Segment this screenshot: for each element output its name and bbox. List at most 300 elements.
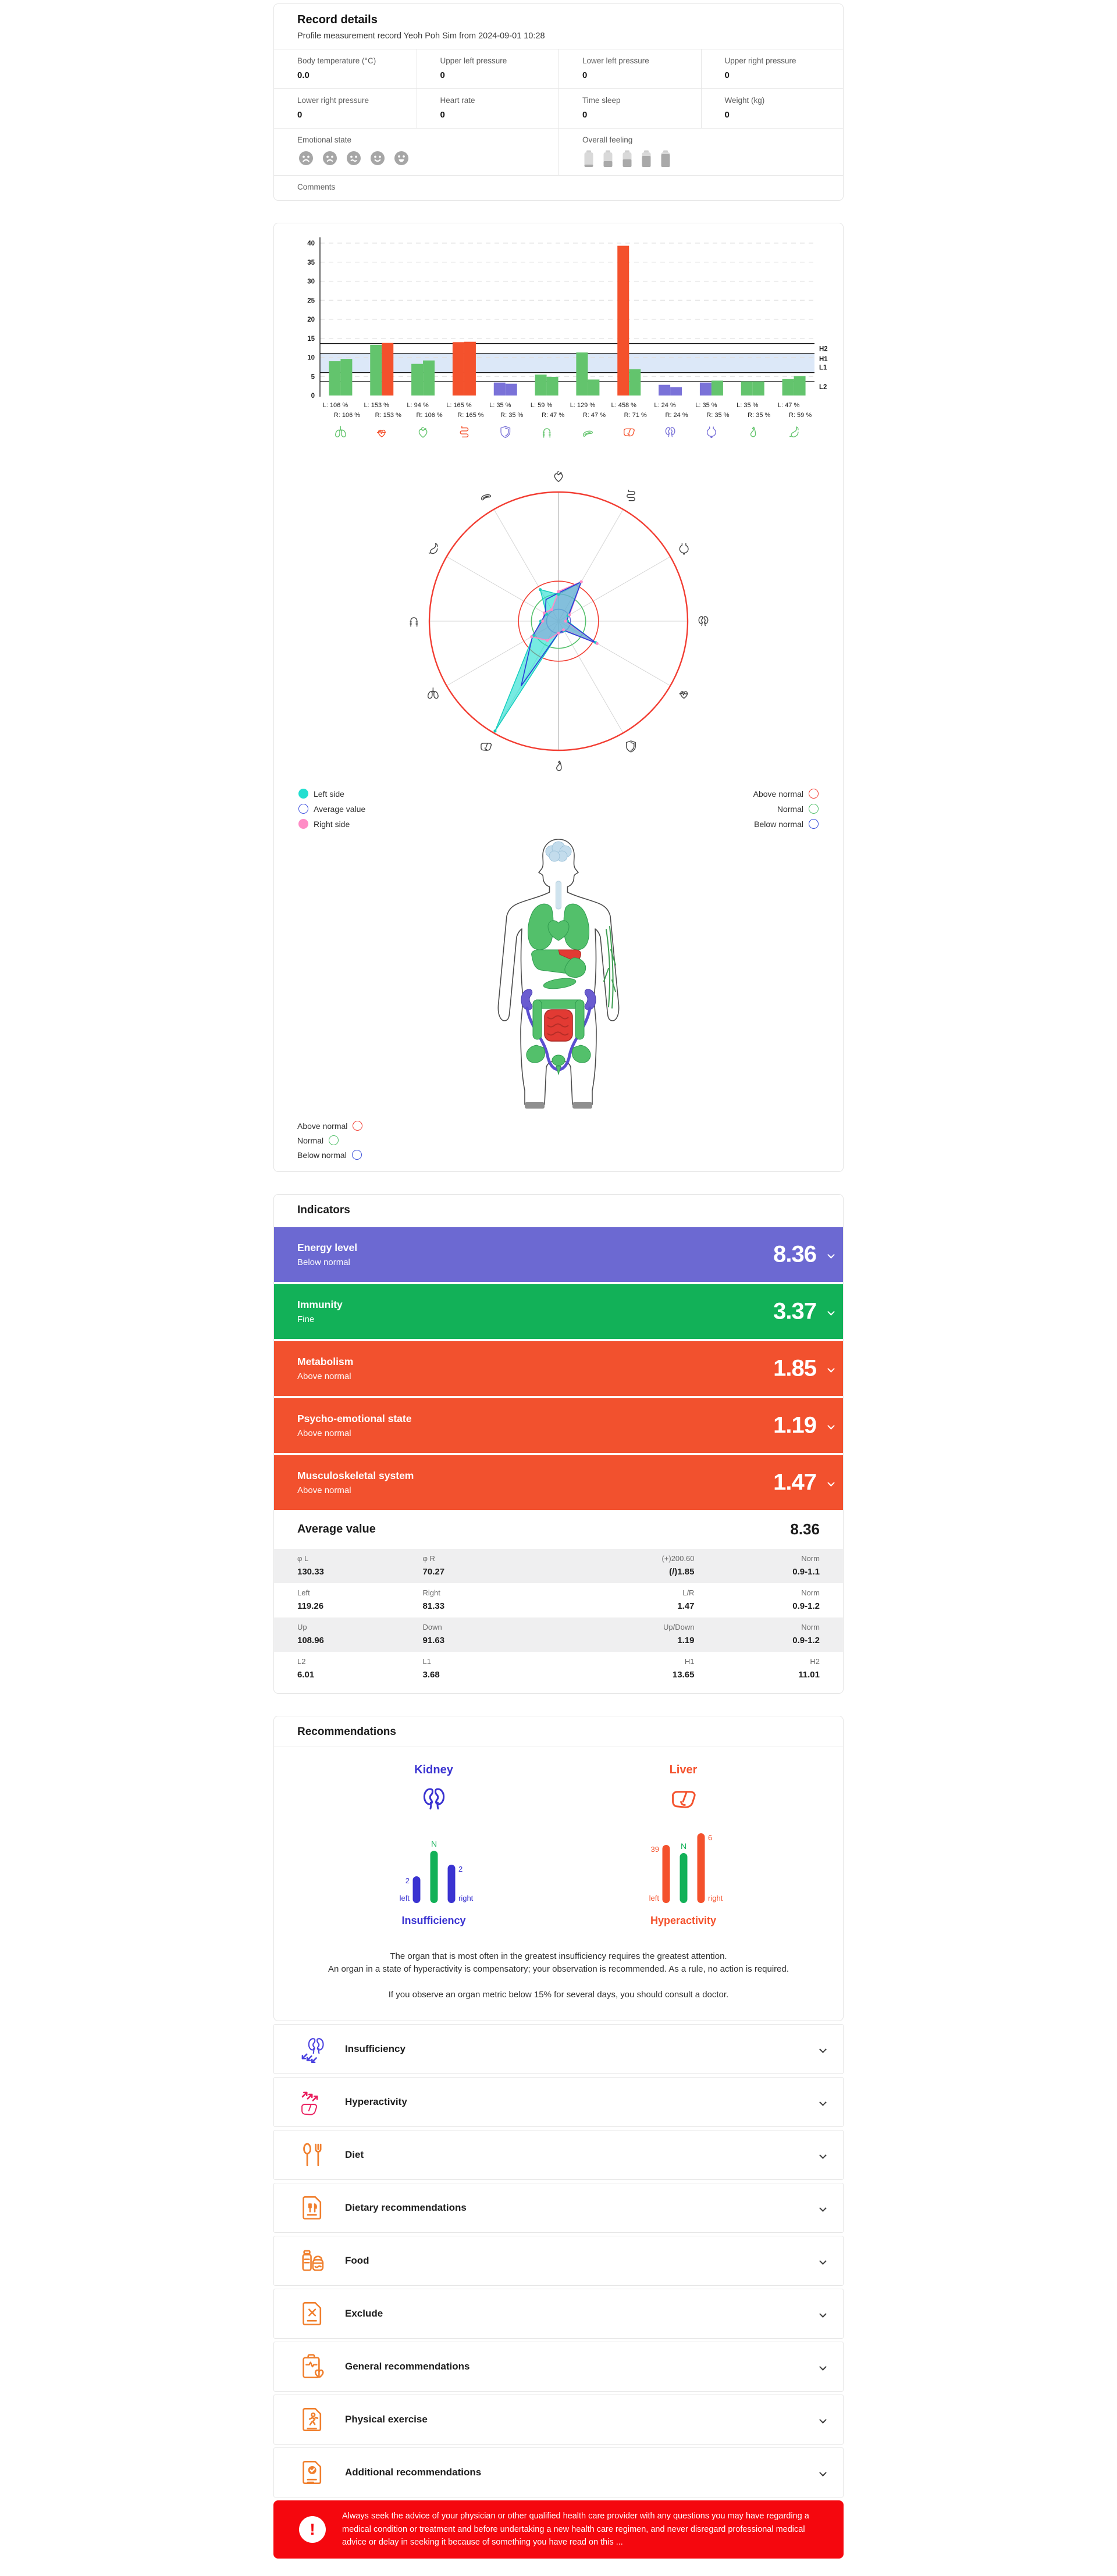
- face-sad-icon[interactable]: [321, 149, 339, 167]
- cyan-filled-swatch-icon: [298, 789, 308, 799]
- right-label: right: [707, 1894, 723, 1902]
- doc-check-icon: [297, 2457, 328, 2488]
- left-pct-label: L: 129 %: [570, 402, 596, 409]
- legend-label: Above normal: [297, 1121, 348, 1131]
- stat-label: L1: [422, 1657, 431, 1666]
- y-tick-label: 35: [307, 259, 315, 266]
- y-tick-label: 20: [307, 316, 315, 323]
- stat-value: 0.9-1.2: [792, 1636, 820, 1645]
- threshold-label: H2: [819, 345, 828, 353]
- organ-attention-blocks: [274, 1747, 843, 1927]
- lungs-axis-icon: [428, 688, 438, 699]
- stats-cell: [297, 1554, 423, 1577]
- right-pct-label: R: 165 %: [457, 412, 484, 419]
- clipboard-pulse-icon: [297, 2351, 328, 2382]
- pink-filled-swatch-icon: [298, 819, 308, 829]
- right-vertex: [562, 628, 565, 631]
- y-tick-label: 0: [311, 393, 315, 400]
- chevron-down-icon[interactable]: [819, 2469, 827, 2477]
- stat-value: 3.68: [422, 1670, 440, 1680]
- recommendations-notes: [274, 1927, 843, 2021]
- legend-label: Normal: [297, 1135, 324, 1145]
- stats-cell: [694, 1554, 820, 1577]
- measurement-fields-grid: [274, 49, 843, 128]
- kidneys-icon: [666, 427, 674, 437]
- threshold-label: H1: [819, 355, 828, 363]
- organ-name: Kidney: [414, 1763, 453, 1776]
- bar-right-lungs: [340, 359, 352, 396]
- small-intestine-organ: [545, 1010, 572, 1041]
- heart-icon: [419, 427, 426, 437]
- left-pct-label: L: 47 %: [777, 402, 800, 409]
- triple-heater-axis-icon: [627, 741, 635, 752]
- measurement-field: [701, 49, 844, 88]
- chevron-down-icon[interactable]: [827, 1422, 835, 1430]
- doc-x-icon: [297, 2299, 328, 2329]
- chevron-down-icon[interactable]: [819, 2204, 827, 2212]
- radar-spoke: [447, 557, 558, 621]
- small-intestine-icon: [460, 426, 468, 437]
- bar-left-kidneys: [659, 385, 670, 396]
- accordion-label: Dietary recommendations: [345, 2202, 467, 2214]
- kidneys-down-icon: [297, 2034, 328, 2064]
- measurement-field: [417, 88, 559, 128]
- stats-row: [274, 1549, 843, 1583]
- mini-bar: [662, 1845, 670, 1903]
- stat-value: 11.01: [798, 1670, 820, 1680]
- right-vertex: [564, 619, 567, 622]
- legend-left-side: [298, 789, 365, 799]
- bar-right-gall-bladder: [753, 382, 764, 396]
- organ-block-liver: [596, 1763, 771, 1927]
- chevron-down-icon[interactable]: [819, 2046, 827, 2053]
- bar-right-small-intestine: [464, 342, 476, 396]
- bar-right-liver: [629, 369, 641, 396]
- stats-cell: [423, 1657, 538, 1680]
- norm-bar-label: N: [431, 1839, 437, 1848]
- left-pct-label: L: 165 %: [446, 402, 472, 409]
- legend-label: Average value: [314, 804, 366, 814]
- indicator-title: Energy level: [297, 1242, 358, 1253]
- blue-outline-swatch-icon: [298, 804, 308, 814]
- face-happy-icon[interactable]: [393, 149, 410, 167]
- mini-bar: [447, 1865, 455, 1903]
- left-vertex: [539, 588, 542, 591]
- y-tick-label: 25: [307, 297, 315, 305]
- right-pct-label: R: 106 %: [416, 412, 443, 419]
- right-vertex: [596, 642, 599, 645]
- norm-bar-label: N: [680, 1841, 686, 1851]
- stat-value: 119.26: [297, 1601, 324, 1611]
- stat-value: 91.63: [422, 1636, 445, 1645]
- chevron-down-icon[interactable]: [819, 2310, 827, 2318]
- field-label: Time sleep: [582, 96, 621, 105]
- small-intestine-axis-icon: [627, 490, 635, 501]
- doc-runner-icon: [297, 2404, 328, 2435]
- pancreas-axis-icon: [482, 495, 491, 500]
- field-label: Upper right pressure: [724, 56, 796, 65]
- series-legend: [298, 789, 365, 829]
- left-pct-label: L: 35 %: [737, 402, 759, 409]
- organ-name: Liver: [669, 1763, 698, 1776]
- right-pct-label: R: 24 %: [665, 412, 688, 419]
- right-pct-label: R: 35 %: [500, 412, 524, 419]
- triple-heater-icon: [501, 426, 510, 437]
- chevron-down-icon[interactable]: [819, 2098, 827, 2106]
- field-value: 0: [582, 110, 588, 120]
- bar-left-bladder: [700, 383, 712, 396]
- exclamation-icon: !: [299, 2516, 326, 2543]
- indicators-card: [273, 1194, 844, 1694]
- left-bar-value: 2: [405, 1876, 410, 1885]
- organ-mini-bar-chart: [376, 1818, 492, 1911]
- bar-left-stomach: [782, 379, 794, 396]
- right-vertex: [580, 580, 583, 583]
- left-label: left: [399, 1894, 410, 1902]
- stat-label: Left: [297, 1588, 310, 1597]
- doc-cutlery-icon: [297, 2193, 328, 2223]
- field-label: Lower right pressure: [297, 96, 369, 105]
- stat-label: Up/Down: [663, 1623, 695, 1631]
- bar-right-stomach: [794, 376, 806, 396]
- bar-left-lungs: [329, 361, 340, 396]
- stat-label: Right: [422, 1588, 440, 1597]
- indicator-value: 3.37: [773, 1298, 816, 1324]
- stat-label: (+)200.60: [661, 1554, 695, 1563]
- accordion-label: Diet: [345, 2149, 364, 2161]
- accordion-label: Insufficiency: [345, 2043, 405, 2055]
- stat-label: φ R: [422, 1554, 435, 1563]
- note-line: If you observe an organ metric below 15% for several days, you should consult a doctor.: [388, 1989, 729, 2000]
- indicator-title: Psycho-emotional state: [297, 1413, 412, 1424]
- left-pct-label: L: 24 %: [654, 402, 676, 409]
- right-vertex: [541, 619, 544, 622]
- red-outline-swatch-icon: [809, 789, 819, 799]
- indicators-title: Indicators: [297, 1204, 350, 1216]
- chevron-down-icon[interactable]: [827, 1479, 835, 1487]
- measurement-field: [558, 49, 701, 88]
- face-very-sad-icon[interactable]: [297, 149, 315, 167]
- lungs-icon: [336, 426, 346, 437]
- accordion-hyperactivity[interactable]: [273, 2077, 844, 2127]
- stat-value: 13.65: [672, 1670, 695, 1680]
- indicator-value: 1.85: [773, 1355, 816, 1381]
- stats-cell: [538, 1657, 694, 1680]
- face-good-icon[interactable]: [369, 149, 386, 167]
- measurement-field: [558, 88, 701, 128]
- field-value: 0: [582, 70, 588, 80]
- left-bar-value: 39: [650, 1845, 659, 1854]
- right-vertex: [543, 611, 546, 614]
- stat-value: 81.33: [422, 1601, 445, 1611]
- liver-icon: [624, 429, 634, 436]
- stat-label: Norm: [801, 1623, 820, 1631]
- right-vertex: [557, 632, 560, 635]
- indicator-status: Above normal: [297, 1485, 351, 1495]
- gall-bladder-icon: [750, 427, 755, 436]
- note-line: The organ that is most often in the greatest insufficiency requires the greatest attention.: [390, 1951, 727, 1961]
- stat-label: L2: [297, 1657, 306, 1666]
- right-pct-label: R: 59 %: [789, 412, 812, 419]
- emotional-state-picker[interactable]: [297, 149, 545, 167]
- accordion-food[interactable]: [273, 2236, 844, 2286]
- body-legend-below-normal: [297, 1150, 390, 1160]
- stats-cell: [297, 1657, 423, 1680]
- food-jars-icon: [297, 2246, 328, 2276]
- green-outline-swatch-icon: [809, 804, 819, 814]
- stat-value: 6.01: [297, 1670, 315, 1680]
- bar-left-heart: [411, 364, 423, 396]
- stat-value: (/)1.85: [669, 1567, 695, 1577]
- average-value-label: Average value: [297, 1523, 376, 1535]
- legend-below-normal: [753, 819, 819, 829]
- y-tick-label: 30: [307, 278, 315, 286]
- stat-label: L/R: [682, 1588, 695, 1597]
- leg-cut-left: [525, 1102, 545, 1109]
- battery-icon-3[interactable]: [621, 149, 634, 168]
- organ-mini-bar-chart: [625, 1818, 742, 1911]
- indicator-row-immunity[interactable]: [274, 1284, 843, 1339]
- right-pct-label: R: 35 %: [706, 412, 730, 419]
- legend-average-value: [298, 804, 365, 814]
- indicator-status: Below normal: [297, 1257, 350, 1267]
- organ-status-label: Insufficiency: [401, 1915, 466, 1926]
- large-intestine-icon: [543, 429, 550, 437]
- right-vertex: [530, 635, 533, 638]
- left-pct-label: L: 153 %: [364, 402, 389, 409]
- liver-axis-icon: [481, 743, 491, 750]
- right-label: right: [458, 1894, 473, 1902]
- chevron-down-icon[interactable]: [819, 2151, 827, 2159]
- large-intestine-axis-icon: [410, 618, 418, 626]
- indicator-row-energy-level[interactable]: [274, 1227, 843, 1282]
- cutlery-icon: [297, 2140, 328, 2170]
- indicator-rows: [274, 1227, 843, 1510]
- body-legend-normal: [297, 1135, 390, 1145]
- record-details-card: [273, 3, 844, 201]
- right-vertex: [550, 608, 553, 611]
- radar-spoke: [558, 621, 623, 733]
- bar-left-triple-heater: [494, 383, 506, 396]
- legend-label: Right side: [314, 819, 350, 829]
- medical-disclaimer-banner: [273, 2500, 844, 2558]
- record-details-subtitle: Profile measurement record Yeoh Poh Sim from 2024-09-01 10:28: [297, 31, 545, 41]
- stats-cell: [694, 1588, 820, 1611]
- indicator-row-musculoskeletal-system[interactable]: [274, 1455, 843, 1510]
- overall-feeling-label: Overall feeling: [582, 136, 633, 144]
- organ-status-label: Hyperactivity: [650, 1915, 717, 1926]
- stats-table: [274, 1547, 843, 1693]
- mini-bar: [697, 1833, 705, 1903]
- stats-row: [274, 1652, 843, 1686]
- bar-right-bladder: [712, 380, 723, 396]
- chevron-down-icon[interactable]: [827, 1365, 835, 1373]
- indicator-row-psycho-emotional-state[interactable]: [274, 1398, 843, 1453]
- chevron-down-icon[interactable]: [827, 1251, 835, 1259]
- overall-feeling-picker[interactable]: [582, 149, 829, 168]
- stat-label: Norm: [801, 1588, 820, 1597]
- legend-above-normal: [753, 789, 819, 799]
- indicator-value: 8.36: [773, 1241, 816, 1267]
- body-organ-diagram: [460, 833, 657, 1115]
- stat-value: 108.96: [297, 1636, 324, 1645]
- legend-label: Left side: [314, 789, 344, 799]
- stat-value: 0.9-1.2: [792, 1601, 820, 1611]
- field-value: 0: [724, 110, 730, 120]
- chevron-down-icon[interactable]: [819, 2257, 827, 2265]
- field-value: 0: [440, 110, 445, 120]
- field-label: Lower left pressure: [582, 56, 649, 65]
- emotional-state-cell: [274, 129, 558, 175]
- bar-left-large-intestine: [535, 375, 547, 396]
- face-neutral-icon[interactable]: [345, 149, 362, 167]
- red-outline-swatch-icon: [353, 1121, 362, 1131]
- left-vertex: [557, 593, 560, 596]
- stats-cell: [694, 1657, 820, 1680]
- left-pct-label: L: 59 %: [530, 402, 553, 409]
- threshold-label: L2: [819, 383, 827, 391]
- right-pct-label: R: 106 %: [333, 412, 361, 419]
- gall-bladder-axis-icon: [557, 761, 561, 770]
- field-value: 0: [724, 70, 730, 80]
- legend-label: Below normal: [754, 819, 803, 829]
- body-legend-above-normal: [297, 1121, 390, 1131]
- left-label: left: [649, 1894, 659, 1902]
- stats-cell: [297, 1588, 423, 1611]
- accordion-exclude[interactable]: [273, 2289, 844, 2339]
- stat-label: φ L: [297, 1554, 309, 1563]
- norm-band: [320, 354, 814, 373]
- stats-cell: [538, 1554, 694, 1577]
- battery-icon-2[interactable]: [602, 149, 614, 168]
- accordion-insufficiency[interactable]: [273, 2024, 844, 2074]
- accordion-label: Exclude: [345, 2308, 383, 2320]
- threshold-label: L1: [819, 364, 827, 372]
- right-bar-value: 6: [707, 1833, 712, 1842]
- accordion-label: Hyperactivity: [345, 2096, 407, 2108]
- left-pct-label: L: 458 %: [611, 402, 636, 409]
- right-pct-label: R: 153 %: [375, 412, 401, 419]
- record-details-title: Record details: [297, 13, 378, 26]
- stats-row: [274, 1617, 843, 1652]
- bar-left-gall-bladder: [741, 382, 753, 396]
- y-tick-label: 5: [311, 373, 315, 381]
- right-vertex: [568, 614, 571, 617]
- left-pct-label: L: 106 %: [322, 402, 348, 409]
- bar-right-heart: [423, 361, 435, 396]
- bar-left-small-intestine: [453, 342, 464, 396]
- kidneys-axis-icon: [699, 617, 707, 626]
- measurement-field: [274, 88, 417, 128]
- stat-value: 130.33: [297, 1567, 324, 1577]
- legend-label: Above normal: [753, 789, 803, 799]
- accordion-label: General recommendations: [345, 2361, 470, 2372]
- comments-field[interactable]: Comments: [274, 175, 843, 200]
- battery-icon-1[interactable]: [582, 149, 595, 168]
- indicator-status: Above normal: [297, 1371, 351, 1381]
- battery-icon-5[interactable]: [659, 149, 672, 168]
- left-pct-label: L: 35 %: [695, 402, 717, 409]
- chevron-down-icon[interactable]: [819, 2363, 827, 2371]
- right-pct-label: R: 35 %: [748, 412, 771, 419]
- average-value: 8.36: [790, 1520, 820, 1538]
- bar-right-pericardium: [382, 343, 393, 396]
- field-label: Body temperature (°C): [297, 56, 376, 65]
- recommendations-title: Recommendations: [274, 1716, 843, 1747]
- field-label: Heart rate: [440, 96, 475, 105]
- stats-cell: [423, 1554, 538, 1577]
- indicator-status: Fine: [297, 1314, 315, 1324]
- average-value-row: [274, 1510, 843, 1547]
- accordion-additional-recommendations[interactable]: [273, 2447, 844, 2497]
- battery-icon-4[interactable]: [640, 149, 653, 168]
- stat-value: 1.19: [677, 1636, 695, 1645]
- left-vertex: [493, 729, 496, 732]
- navy-outline-swatch-icon: [352, 1150, 362, 1160]
- body-diagram-legend: [274, 1115, 843, 1164]
- accordion-dietary-recommendations[interactable]: [273, 2183, 844, 2233]
- stats-cell: [423, 1623, 538, 1645]
- indicator-row-metabolism[interactable]: [274, 1341, 843, 1396]
- levels-legend: [753, 789, 819, 829]
- stat-value: 0.9-1.1: [792, 1567, 820, 1577]
- stats-cell: [423, 1588, 538, 1611]
- indicator-title: Immunity: [297, 1299, 343, 1310]
- leg-cut-right: [572, 1102, 592, 1109]
- left-pct-label: L: 35 %: [489, 402, 511, 409]
- bar-right-kidneys: [670, 387, 682, 396]
- accordion-label: Food: [345, 2255, 369, 2267]
- stats-row: [274, 1583, 843, 1617]
- left-pct-label: L: 94 %: [407, 402, 429, 409]
- bladder-axis-icon: [680, 544, 688, 554]
- y-tick-label: 40: [307, 240, 315, 247]
- accordion-label: Additional recommendations: [345, 2467, 482, 2478]
- legend-normal: [753, 804, 819, 814]
- accordion-physical-exercise[interactable]: [273, 2395, 844, 2445]
- charts-card: [273, 223, 844, 1172]
- right-pct-label: R: 47 %: [542, 412, 565, 419]
- bar-right-large-intestine: [547, 377, 558, 396]
- chevron-down-icon[interactable]: [827, 1308, 835, 1316]
- recommendations-card: [273, 1716, 844, 2021]
- chevron-down-icon[interactable]: [819, 2416, 827, 2424]
- accordion-diet[interactable]: [273, 2130, 844, 2180]
- field-value: 0: [440, 70, 445, 80]
- stat-label: H1: [684, 1657, 695, 1666]
- trachea: [556, 881, 561, 909]
- navy-outline-swatch-icon: [809, 819, 819, 829]
- pancreas-icon: [584, 431, 593, 436]
- accordion-general-recommendations[interactable]: [273, 2342, 844, 2392]
- measurement-field: [274, 49, 417, 88]
- stat-value: 70.27: [422, 1567, 445, 1577]
- right-pct-label: R: 71 %: [624, 412, 647, 419]
- stat-label: Norm: [801, 1554, 820, 1563]
- stats-cell: [538, 1623, 694, 1645]
- pericardium-axis-icon: [680, 692, 688, 699]
- indicator-value: 1.47: [773, 1469, 816, 1495]
- radar-legend: [274, 783, 843, 829]
- kidneys-icon: [418, 1783, 450, 1818]
- accordion-label: Physical exercise: [345, 2414, 428, 2425]
- bar-left-pancreas: [576, 352, 588, 396]
- indicator-value: 1.19: [773, 1412, 816, 1438]
- heart-axis-icon: [554, 472, 562, 482]
- stats-cell: [538, 1588, 694, 1611]
- disclaimer-text: Always seek the advice of your physician or other qualified health care provider with any questions you may have regarding a medical condition or treatment and before undertaking a new health care regimen, and never disregard professional medical advice or delay in seeking it because of something you have read on this ...: [342, 2511, 809, 2548]
- liver-icon: [667, 1783, 700, 1818]
